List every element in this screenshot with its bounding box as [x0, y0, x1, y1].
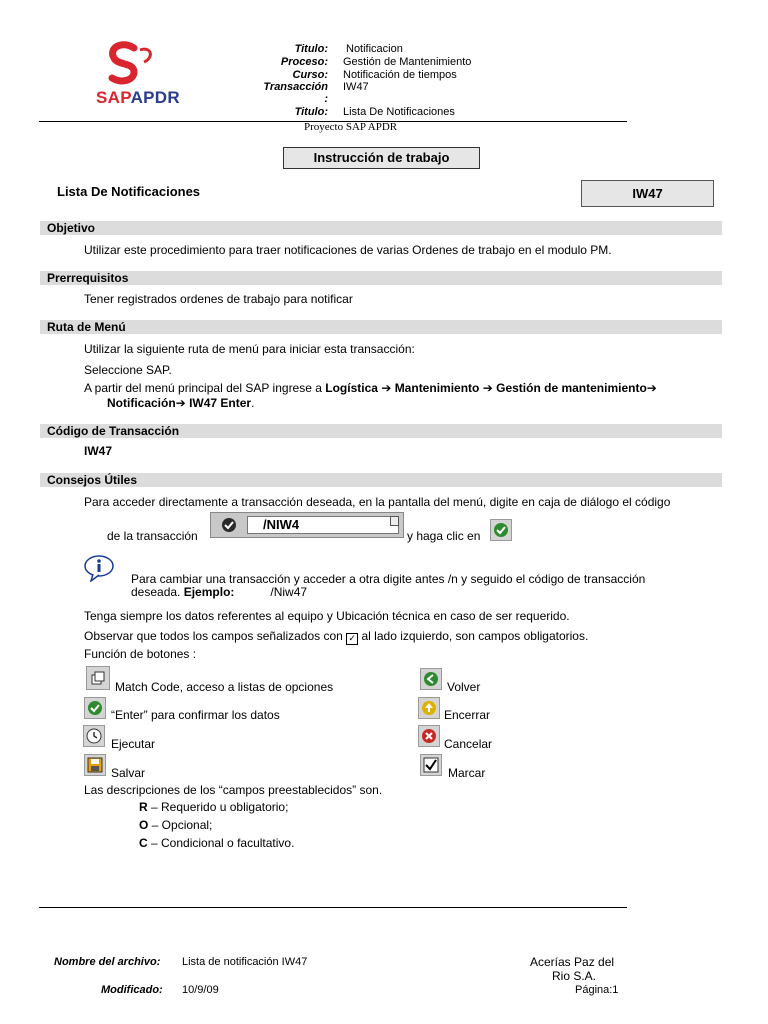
footer-company-line2: Rio S.A. [552, 969, 597, 983]
back-icon [420, 668, 442, 690]
button-desc-salvar: Salvar [111, 766, 146, 780]
header-label: Curso: [292, 69, 328, 81]
consejos-line2-suffix: y haga clic en [407, 529, 481, 543]
section-heading-ruta: Ruta de Menú [40, 320, 722, 334]
desc-key: C [139, 836, 148, 850]
consejos-line2-prefix: de la transacción [107, 529, 198, 543]
ruta-suffix: . [251, 396, 255, 410]
menu-path-iw47: IW47 Enter [189, 396, 252, 410]
footer-company-line1: Acerías Paz del [530, 955, 615, 969]
desc-intro: Las descripciones de los “campos preestablecidos” son. [84, 783, 383, 797]
info-icon [83, 554, 117, 582]
menu-path-logistica: Logística [325, 381, 378, 395]
cancel-icon [418, 725, 440, 747]
menu-path-notificacion: Notificación [107, 396, 176, 410]
desc-text: – Condicional o facultativo. [147, 836, 295, 850]
section-heading-prerrequisitos: Prerrequisitos [40, 271, 722, 285]
footer-modified-label: Modificado: [101, 984, 163, 996]
ruta-line1: Utilizar la siguiente ruta de menú para iniciar esta transacción: [84, 342, 415, 356]
desc-key: R [139, 800, 148, 814]
section-heading-objetivo: Objetivo [40, 221, 722, 235]
consejos-line1: Para acceder directamente a transacción deseada, en la pantalla del menú, digite en caja de diálogo el código [84, 495, 671, 509]
button-desc-match-code: Match Code, acceso a listas de opciones [115, 680, 334, 694]
example-label: Ejemplo: [183, 585, 235, 599]
prerrequisitos-text: Tener registrados ordenes de trabajo para notificar [84, 292, 353, 306]
ruta-line4 [107, 396, 254, 410]
transaction-code-value: IW47 [84, 444, 113, 458]
header-label: Transacción [263, 81, 328, 93]
header-value: Gestión de Mantenimiento [343, 56, 472, 68]
button-desc-encerrar: Encerrar [444, 708, 491, 722]
desc-item [139, 800, 288, 814]
desc-key: O [139, 818, 149, 832]
instruction-title-box: Instrucción de trabajo [283, 147, 480, 169]
execute-clock-icon [83, 725, 105, 747]
ruta-line3 [84, 381, 657, 395]
arrow-right-icon: ➔ [646, 381, 657, 395]
arrow-right-icon: ➔ [175, 396, 186, 410]
consejos-line3: Tenga siempre los datos referentes al equipo y Ubicación técnica en caso de ser requerido. [84, 609, 570, 623]
button-desc-ejecutar: Ejecutar [111, 737, 156, 751]
objetivo-text: Utilizar este procedimiento para traer notificaciones de varias Ordenes de trabajo en el modulo PM. [84, 243, 612, 257]
desc-item [139, 818, 212, 832]
dropdown-icon [390, 516, 399, 526]
footer-modified-value: 10/9/09 [182, 984, 219, 996]
info-line2 [131, 585, 307, 599]
desc-item [139, 836, 294, 850]
button-desc-volver: Volver [447, 680, 481, 694]
ruta-prefix: A partir del menú principal del SAP ingrese a [84, 381, 326, 395]
header-label: Titulo: [294, 106, 328, 118]
document-title: Lista De Notificaciones [57, 184, 201, 199]
enter-check-icon [219, 516, 241, 534]
example-value: /Niw47 [270, 585, 308, 599]
section-heading-codigo: Código de Transacción [40, 424, 722, 438]
consejos-line5: Función de botones : [84, 647, 197, 661]
logo-text: SAPAPDR [96, 88, 180, 107]
info-line1: Para cambiar una transacción y acceder a otra digite antes /n y seguido el código de transacción [131, 572, 646, 586]
button-desc-cancelar: Cancelar [444, 737, 493, 751]
required-checkbox-icon: ✓ [346, 633, 358, 645]
header-label: Proceso: [280, 56, 328, 68]
button-desc-enter: “Enter” para confirmar los datos [111, 708, 280, 722]
enter-check-icon [84, 697, 106, 719]
transaction-code-box: IW47 [581, 180, 714, 207]
command-input: /NIW4 [247, 516, 399, 534]
footer-file-label: Nombre del archivo: [54, 956, 161, 968]
line4-prefix: Observar que todos los campos señalizados con [84, 629, 343, 643]
header-label: : [324, 93, 328, 105]
line4-suffix: al lado izquierdo, son campos obligatorios. [361, 629, 589, 643]
footer-page-number: Página:1 [575, 984, 619, 996]
ruta-line2: Seleccione SAP. [84, 363, 172, 377]
arrow-right-icon: ➔ [482, 381, 493, 395]
arrow-right-icon: ➔ [381, 381, 392, 395]
mark-checkbox-icon [420, 754, 442, 776]
save-icon [84, 754, 106, 776]
menu-path-mantenimiento: Mantenimiento [394, 381, 480, 395]
header-value: Notificación de tiempos [343, 69, 457, 81]
info-prefix: deseada. [131, 585, 184, 599]
desc-text: – Requerido u obligatorio; [147, 800, 289, 814]
consejos-line4 [84, 629, 588, 645]
header-label: Titulo: [294, 43, 328, 55]
menu-path-gestion: Gestión de mantenimiento [496, 381, 647, 395]
match-code-icon [86, 666, 110, 690]
footer-rule [39, 907, 627, 908]
desc-text: – Opcional; [148, 818, 213, 832]
command-field-example [210, 512, 404, 538]
section-heading-consejos: Consejos Útiles [40, 473, 722, 487]
button-desc-marcar: Marcar [448, 766, 486, 780]
header-value: Notificacion [346, 43, 403, 55]
exit-icon [418, 697, 440, 719]
header-value: IW47 [343, 81, 369, 93]
enter-check-icon [490, 519, 512, 541]
header-value: Lista De Notificaciones [343, 106, 455, 118]
footer-file-value: Lista de notificación IW47 [182, 956, 308, 968]
project-name: Proyecto SAP APDR [304, 121, 398, 133]
